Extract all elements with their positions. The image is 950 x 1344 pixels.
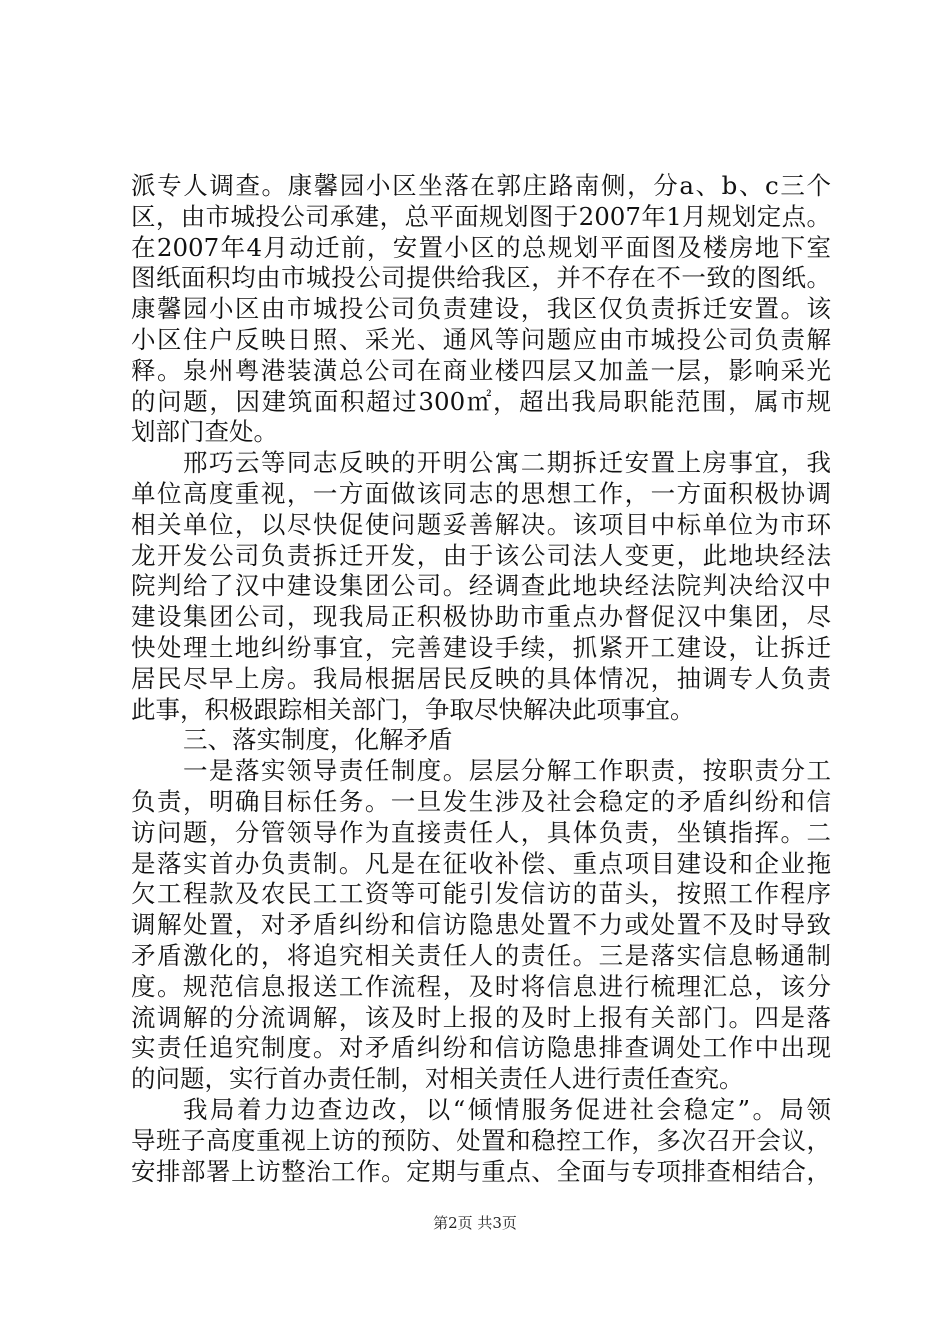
text-line: 调解处置，对矛盾纠纷和信访隐患处置不力或处置不及时导致 xyxy=(131,910,831,940)
text-line: 在2007年4月动迁前，安置小区的总规划平面图及楼房地下室 xyxy=(131,232,831,262)
text-line: 康馨园小区由市城投公司负责建设，我区仅负责拆迁安置。该 xyxy=(131,294,831,324)
text-line: 派专人调查。康馨园小区坐落在郭庄路南侧，分a、b、c三个 xyxy=(131,171,831,200)
text-line: 导班子高度重视上访的预防、处置和稳控工作，多次召开会议， xyxy=(131,1125,831,1155)
text-line: 划部门查处。 xyxy=(131,417,278,447)
text-line: 单位高度重视，一方面做该同志的思想工作，一方面积极协调 xyxy=(131,478,831,508)
text-line: 区，由市城投公司承建，总平面规划图于2007年1月规划定点。 xyxy=(131,201,831,231)
text-line: 图纸面积均由市城投公司提供给我区，并不存在不一致的图纸。 xyxy=(131,263,831,293)
text-line: 建设集团公司，现我局正积极协助市重点办督促汉中集团，尽 xyxy=(131,602,831,632)
text-line: 我局着力边查边改，以“倾情服务促进社会稳定”。局领 xyxy=(183,1094,831,1124)
text-line: 快处理土地纠纷事宜，完善建设手续，抓紧开工建设，让拆迁 xyxy=(131,632,831,662)
text-line: 访问题，分管领导作为直接责任人，具体负责，坐镇指挥。二 xyxy=(131,817,831,847)
text-line: 的问题，因建筑面积超过300㎡，超出我局职能范围，属市规 xyxy=(131,386,831,416)
text-line: 实责任追究制度。对矛盾纠纷和信访隐患排查调处工作中出现 xyxy=(131,1033,831,1063)
text-line: 一是落实领导责任制度。层层分解工作职责，按职责分工 xyxy=(183,756,831,786)
page-footer: 第2页 共3页 xyxy=(433,1214,517,1232)
text-line: 居民尽早上房。我局根据居民反映的具体情况，抽调专人负责 xyxy=(131,663,831,693)
text-line: 龙开发公司负责拆迁开发，由于该公司法人变更，此地块经法 xyxy=(131,540,831,570)
text-line: 欠工程款及农民工工资等可能引发信访的苗头，按照工作程序 xyxy=(131,879,831,909)
document-body xyxy=(131,171,831,1187)
text-line: 的问题，实行首办责任制，对相关责任人进行责任查究。 xyxy=(131,1064,744,1094)
section-heading: 三、落实制度，化解矛盾 xyxy=(183,725,453,755)
text-line: 安排部署上访整治工作。定期与重点、全面与专项排查相结合， xyxy=(131,1156,831,1186)
text-line: 是落实首办负责制。凡是在征收补偿、重点项目建设和企业拖 xyxy=(131,848,831,878)
text-line: 矛盾激化的，将追究相关责任人的责任。三是落实信息畅通制 xyxy=(131,940,831,970)
text-line: 相关单位，以尽快促使问题妥善解决。该项目中标单位为市环 xyxy=(131,509,831,539)
text-line: 流调解的分流调解，该及时上报的及时上报有关部门。四是落 xyxy=(131,1002,831,1032)
text-line: 院判给了汉中建设集团公司。经调查此地块经法院判决给汉中 xyxy=(131,571,831,601)
text-line: 邢巧云等同志反映的开明公寓二期拆迁安置上房事宜，我 xyxy=(183,448,831,478)
text-line: 小区住户反映日照、采光、通风等问题应由市城投公司负责解 xyxy=(131,324,831,354)
text-line: 负责，明确目标任务。一旦发生涉及社会稳定的矛盾纠纷和信 xyxy=(131,786,831,816)
text-line: 释。泉州粤港装潢总公司在商业楼四层又加盖一层，影响采光 xyxy=(131,355,831,385)
text-line: 此事，积极跟踪相关部门，争取尽快解决此项事宜。 xyxy=(131,694,695,724)
text-line: 度。规范信息报送工作流程，及时将信息进行梳理汇总，该分 xyxy=(131,971,831,1001)
